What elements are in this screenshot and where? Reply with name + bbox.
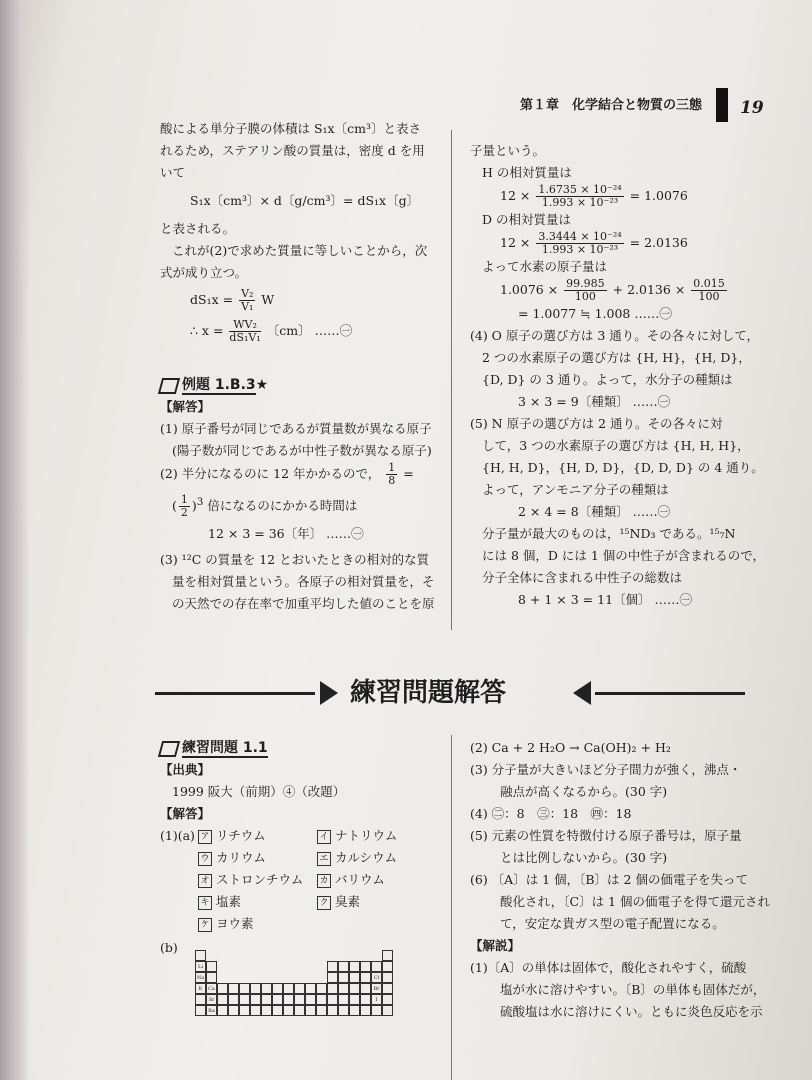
page-edge-shadow <box>0 0 30 1080</box>
periodic-cell <box>228 983 239 994</box>
periodic-cell <box>250 1005 261 1016</box>
column-divider-top <box>451 130 452 630</box>
text-line: 式が成り立つ。 <box>160 265 248 280</box>
periodic-cell <box>382 994 393 1005</box>
header-bar <box>716 88 728 122</box>
answer-label: 【解答】 <box>160 806 211 821</box>
periodic-cell <box>327 972 338 983</box>
denominator: 100 <box>698 290 720 303</box>
answer-label: 【解答】 <box>160 399 211 414</box>
element-name: カリウム <box>215 850 266 865</box>
periodic-cell <box>217 983 228 994</box>
periodic-cell <box>239 994 250 1005</box>
element-name: 塩素 <box>215 894 241 909</box>
element-row <box>160 913 445 935</box>
periodic-cell <box>283 983 294 994</box>
text-line: 子量という。 <box>470 143 546 158</box>
fraction <box>179 494 190 519</box>
banner-line-left <box>155 692 315 695</box>
item-label: (b) <box>160 940 178 955</box>
chapter-header: 第１章 化学結合と物質の三態 <box>520 98 703 113</box>
element-name: カルシウム <box>334 850 398 865</box>
periodic-cell <box>206 961 217 972</box>
section-banner <box>155 672 750 712</box>
text-line: 量を相対質量という。各原子の相対質量を，そ <box>172 574 435 590</box>
text-line: には 8 個，D には 1 個の中性子が含まれるので， <box>482 548 766 563</box>
periodic-cell <box>239 1005 250 1016</box>
eq-lhs: ∴ x = <box>190 323 224 338</box>
element-name: ヨウ素 <box>215 916 254 931</box>
periodic-cell <box>294 994 305 1005</box>
numerator: WV₂ <box>229 319 260 332</box>
text-line: (4) O 原子の選び方は 3 通り。その各々に対して， <box>470 328 760 343</box>
practice-title: 練習問題 1.1 <box>182 740 268 756</box>
periodic-cell <box>272 994 283 1005</box>
eq-lhs: dS₁x = <box>190 292 234 307</box>
periodic-cell-labeled: Ba <box>206 1005 217 1016</box>
text-line: (1) 原子番号が同じであるが質量数が異なる原子 <box>160 421 432 436</box>
text-line: れるため，ステアリン酸の質量は，密度 d を用 <box>160 143 425 158</box>
equation: 3 × 3 = 9〔種類〕 ……㊀ <box>518 394 671 409</box>
answer-key-box: キ <box>198 896 212 910</box>
periodic-cell <box>360 1005 371 1016</box>
text-line: {H, H, D}，{H, D, D}，{D, D, D} の 4 通り。 <box>482 460 764 475</box>
equation <box>160 319 440 344</box>
equation: 12 × 3 = 36〔年〕 ……㊀ <box>208 526 364 542</box>
text-line: 酸による単分子膜の体積は S₁x〔cm³〕と表さ <box>160 121 421 136</box>
periodic-cell <box>261 983 272 994</box>
fraction <box>536 184 623 209</box>
answer-key-box: ア <box>198 830 212 844</box>
periodic-cell <box>338 1005 349 1016</box>
periodic-table-grid <box>195 950 405 1020</box>
periodic-cell <box>338 983 349 994</box>
periodic-cell <box>217 994 228 1005</box>
fraction <box>691 278 727 303</box>
fraction <box>564 278 607 303</box>
periodic-cell <box>382 972 393 983</box>
periodic-cell <box>349 961 360 972</box>
periodic-cell <box>261 994 272 1005</box>
example-title: 例題 1.B.3 <box>182 377 256 393</box>
element-row <box>160 847 445 869</box>
periodic-cell <box>239 983 250 994</box>
periodic-cell-labeled: K <box>195 983 206 994</box>
periodic-cell <box>250 994 261 1005</box>
text-line: H の相対質量は <box>482 165 572 180</box>
eq-lhs: 12 × <box>500 188 531 203</box>
text-line: 融点が高くなるから。(30 字) <box>500 784 668 799</box>
text-line: D の相対質量は <box>482 212 571 227</box>
example-heading <box>160 374 440 396</box>
periodic-cell <box>316 1005 327 1016</box>
equation <box>470 184 770 209</box>
periodic-cell <box>316 994 327 1005</box>
item-label: (1)(a) <box>160 828 195 843</box>
text-line: 硫酸塩は水に溶けにくい。ともに炎色反応を示 <box>500 1004 763 1019</box>
periodic-cell-labeled: Na <box>195 972 206 983</box>
numerator: 99.985 <box>566 277 605 290</box>
element-row <box>160 891 445 913</box>
source-text: 1999 阪大（前期）④（改題） <box>172 784 346 799</box>
periodic-cell <box>338 994 349 1005</box>
periodic-cell <box>250 983 261 994</box>
eq-rhs: = 2.0136 <box>629 235 688 250</box>
denominator: 8 <box>388 474 396 487</box>
fraction <box>229 319 260 344</box>
text-line: 2 つの水素原子の選び方は {H, H}，{H, D}， <box>482 350 751 365</box>
practice-heading <box>160 737 445 759</box>
fraction <box>386 462 397 487</box>
numerator: 1.6735 × 10⁻²⁴ <box>538 183 622 196</box>
fraction <box>536 231 623 256</box>
text-span: (2) 半分になるのに 12 年かかるので， <box>160 466 381 481</box>
text-line: よって水素の原子量は <box>482 259 608 274</box>
answer-key-box: エ <box>317 852 331 866</box>
periodic-cell <box>305 983 316 994</box>
section-title: 練習問題解答 <box>350 678 507 708</box>
arrow-left-icon <box>573 681 591 705</box>
element-name: ストロンチウム <box>215 872 304 887</box>
pencil-book-icon <box>158 378 180 394</box>
pencil-book-icon <box>158 741 180 757</box>
equals-sign: = <box>403 466 414 481</box>
fraction <box>239 288 255 313</box>
periodic-cell <box>305 994 316 1005</box>
text-line: (5) N 原子の選び方は 2 通り。その各々に対 <box>470 416 723 431</box>
text-line: の天然での存在率で加重平均した値のことを原 <box>172 596 435 612</box>
periodic-cell <box>294 983 305 994</box>
answer-key-box: ウ <box>198 852 212 866</box>
element-row <box>160 869 445 891</box>
explanation-label: 【解説】 <box>470 938 521 953</box>
text-line: いて <box>160 165 186 180</box>
periodic-cell <box>283 994 294 1005</box>
numerator: 1 <box>388 461 396 474</box>
periodic-cell <box>305 1005 316 1016</box>
element-row <box>160 825 445 847</box>
eq-rhs: = 1.0076 <box>629 188 688 203</box>
periodic-cell <box>327 961 338 972</box>
periodic-cell <box>327 1005 338 1016</box>
equation: 8 + 1 × 3 = 11〔個〕 ……㊀ <box>518 592 692 607</box>
periodic-cell <box>228 994 239 1005</box>
text-line: (3) 分子量が大きいほど分子間力が強く，沸点・ <box>470 762 742 777</box>
eq-term: + 2.0136 × <box>612 282 686 297</box>
periodic-cell <box>360 972 371 983</box>
text-line <box>160 462 440 487</box>
text-line: (陽子数が同じであるが中性子数が異なる原子) <box>172 443 432 458</box>
text-line: (2) Ca + 2 H₂O → Ca(OH)₂ + H₂ <box>470 740 671 755</box>
periodic-cell <box>360 994 371 1005</box>
equation: = 1.0077 ≒ 1.008 ……㊀ <box>518 306 672 321</box>
numerator: V₂ <box>241 287 254 300</box>
periodic-cell-labeled: Br <box>371 983 382 994</box>
periodic-cell <box>228 1005 239 1016</box>
answer-key-box: イ <box>317 830 331 844</box>
equation <box>470 231 770 256</box>
denominator: V₁ <box>241 300 254 313</box>
text-line: (6) 〔A〕は 1 個，〔B〕は 2 個の価電子を失って <box>470 872 748 887</box>
periodic-cell <box>382 983 393 994</box>
numerator: 3.3444 × 10⁻²⁴ <box>538 230 622 243</box>
periodic-cell-labeled: Li <box>195 961 206 972</box>
periodic-cell <box>360 983 371 994</box>
right-column <box>470 140 770 611</box>
periodic-cell <box>360 961 371 972</box>
text-line: これが(2)で求めた質量に等しいことから，次 <box>172 243 428 258</box>
text-line: 分子量が最大のものは，¹⁵ND₃ である。¹⁵₇N <box>482 526 736 541</box>
periodic-cell-labeled: I <box>371 994 382 1005</box>
column-divider-bottom <box>451 735 452 1080</box>
periodic-cell <box>338 961 349 972</box>
denominator: dS₁V₁ <box>229 331 261 344</box>
periodic-cell <box>327 983 338 994</box>
periodic-cell <box>294 1005 305 1016</box>
source-label: 【出典】 <box>160 762 211 777</box>
banner-line-right <box>595 692 745 695</box>
periodic-cell <box>261 1005 272 1016</box>
periodic-cell <box>283 1005 294 1016</box>
periodic-cell <box>217 1005 228 1016</box>
practice-left <box>160 737 445 959</box>
equation <box>470 278 770 303</box>
denominator: 2 <box>180 506 188 520</box>
eq-term: W <box>261 292 275 307</box>
text-line: 分子全体に含まれる中性子の総数は <box>482 570 683 585</box>
eq-tail: 〔cm〕 ……㊀ <box>266 323 353 338</box>
arrow-right-icon <box>320 681 338 705</box>
text-line: (4) ㊁：8 ㊂：18 ㊃：18 <box>470 806 632 821</box>
periodic-cell-labeled: Cl <box>371 972 382 983</box>
text-line: ( $\frac{1}{2}$ )$^3$ 倍になるのにかかる時間は <box>172 493 358 520</box>
periodic-cell <box>338 972 349 983</box>
denominator: 1.993 × 10⁻²³ <box>541 243 619 256</box>
periodic-cell <box>195 950 206 961</box>
text-line: 酸化され，〔C〕は 1 個の価電子を得て還元され <box>500 894 770 909</box>
equation <box>160 288 440 313</box>
periodic-cell <box>371 961 382 972</box>
element-name: リチウム <box>215 828 266 843</box>
practice-right <box>470 737 770 1023</box>
element-name: 臭素 <box>334 894 360 909</box>
periodic-cell <box>349 1005 360 1016</box>
text-line: と表される。 <box>160 221 236 236</box>
denominator: 100 <box>574 290 596 303</box>
periodic-cell <box>316 983 327 994</box>
text-line: 塩が水に溶けやすい。〔B〕の単体も固体だが， <box>500 982 766 997</box>
equation: S₁x〔cm³〕× d〔g/cm³〕= dS₁x〔g〕 <box>190 193 420 208</box>
text-line: (1)〔A〕の単体は固体で，酸化されやすく，硫酸 <box>470 960 747 975</box>
numerator: 0.015 <box>693 277 725 290</box>
element-name: ナトリウム <box>334 828 398 843</box>
text-span: 倍になるのにかかる時間は <box>207 498 358 514</box>
periodic-cell <box>206 972 217 983</box>
periodic-cell <box>272 1005 283 1016</box>
element-name: バリウム <box>334 872 385 887</box>
text-line: (5) 元素の性質を特徴付ける原子番号は，原子量 <box>470 828 742 843</box>
periodic-cell <box>382 1005 393 1016</box>
periodic-cell <box>382 950 393 961</box>
answer-key-box: ク <box>317 896 331 910</box>
denominator: 1.993 × 10⁻²³ <box>541 196 619 209</box>
text-line: (3) ¹²C の質量を 12 とおいたときの相対的な質 <box>160 552 430 568</box>
eq-lhs: 12 × <box>500 235 531 250</box>
periodic-cell <box>349 994 360 1005</box>
text-line: て，安定な貴ガス型の電子配置になる。 <box>500 916 725 931</box>
periodic-cell <box>195 1005 206 1016</box>
periodic-cell-labeled: Sr <box>206 994 217 1005</box>
periodic-cell <box>382 961 393 972</box>
text-line: よって，アンモニア分子の種類は <box>482 482 669 497</box>
periodic-cell-labeled: Ca <box>206 983 217 994</box>
periodic-cell <box>272 983 283 994</box>
page-number: 19 <box>740 98 764 118</box>
answer-key-box: ケ <box>198 918 212 932</box>
periodic-cell <box>371 1005 382 1016</box>
difficulty-star: ★ <box>255 377 269 393</box>
eq-term: 1.0076 × <box>500 282 559 297</box>
exponent: 3 <box>196 496 204 508</box>
periodic-cell <box>349 972 360 983</box>
periodic-cell <box>327 994 338 1005</box>
periodic-cell <box>195 994 206 1005</box>
periodic-cell <box>349 983 360 994</box>
equation: 2 × 4 = 8〔種類〕 ……㊀ <box>518 504 671 519</box>
left-column <box>160 118 440 615</box>
numerator: 1 <box>180 493 188 507</box>
answer-key-box: オ <box>198 874 212 888</box>
answer-key-box: カ <box>317 874 331 888</box>
text-line: {D, D} の 3 通り。よって，水分子の種類は <box>482 372 733 387</box>
text-line: して，3 つの水素原子の選び方は {H, H, H}， <box>482 438 750 453</box>
text-line: とは比例しないから。(30 字) <box>500 850 668 865</box>
